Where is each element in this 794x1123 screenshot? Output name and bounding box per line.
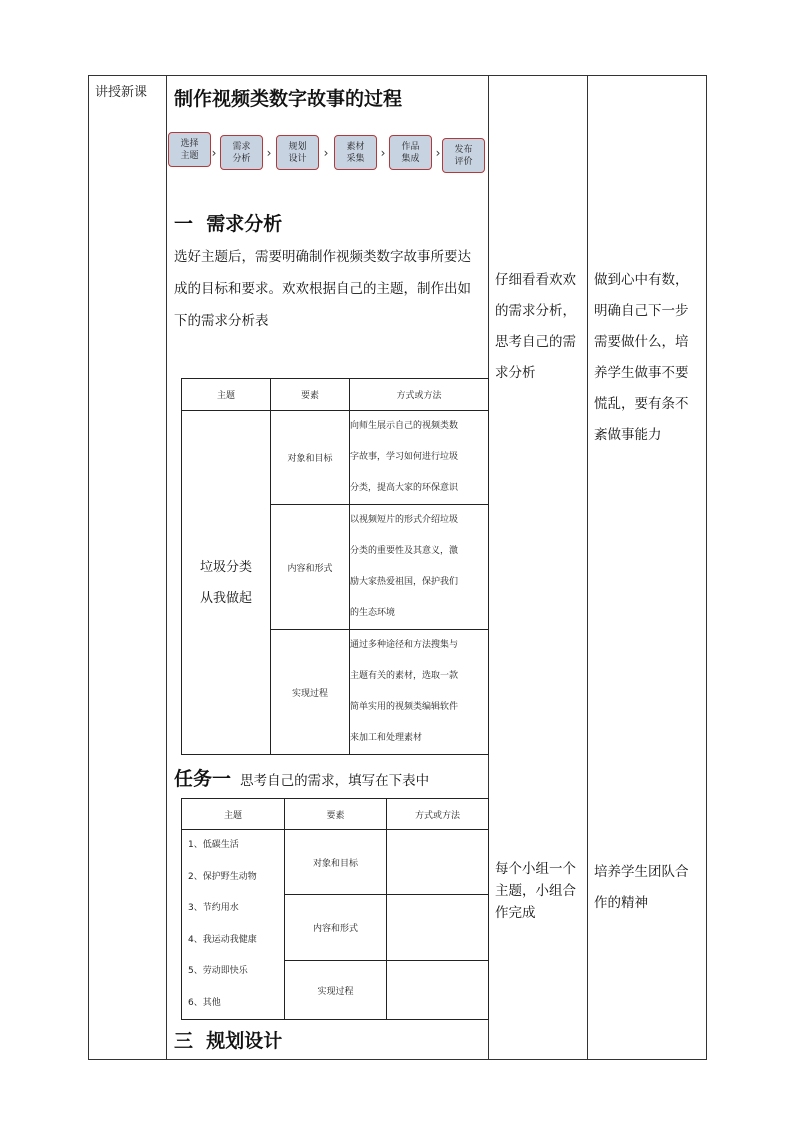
note-line: 慌乱，要有条不 [594,396,689,412]
page-title: 制作视频类数字故事的过程 [174,88,403,110]
flow-arrow-icon: › [266,146,272,160]
paragraph-line: 选好主题后，需要明确制作视频类数字故事所要达 [174,249,471,265]
flow-step-4: 素材 采集 [334,135,377,170]
method-line: 分类，提高大家的环保意识 [350,483,459,493]
section-heading-planning: 三 规划设计 [174,1030,283,1052]
table-header: 主题 [182,379,271,411]
section-heading-needs: 一 需求分析 [174,213,283,235]
note-line: 的需求分析， [495,303,576,319]
table-blank-cell[interactable] [387,895,489,961]
topic-option: 3、节约用水 [188,903,239,913]
topic-line: 从我做起 [199,590,252,606]
table-element-cell: 实现过程 [271,630,350,755]
table-blank-cell[interactable] [387,961,489,1020]
flow-arrow-icon: › [211,146,217,160]
method-line: 通过多种途径和方法搜集与 [350,640,459,650]
table-header: 要素 [285,799,387,830]
frame-col-divider-1 [166,75,167,1060]
paragraph-line: 下的需求分析表 [174,313,269,329]
needs-analysis-table [181,378,489,755]
table-element-cell: 对象和目标 [271,411,350,505]
method-line: 字故事，学习如何进行垃圾 [350,452,459,462]
flow-step-3: 规划 设计 [276,135,319,170]
student-needs-table [181,798,489,1020]
method-line: 简单实用的视频类编辑软件 [350,702,459,712]
task-line [174,764,429,791]
flow-arrow-icon: › [323,146,329,160]
table-header: 方式或方法 [350,379,489,411]
stage-label: 讲授新课 [95,85,148,100]
table-element-cell: 对象和目标 [285,830,387,895]
note-line: 主题，小组合 [495,883,576,899]
note-line: 仔细看看欢欢 [495,272,576,288]
table-method-cell [350,505,489,630]
note-line: 紊做事能力 [594,427,662,443]
flow-step-6: 发布 评价 [442,138,485,173]
flow-step-2: 需求 分析 [220,135,263,170]
section-paragraph [174,241,486,337]
table-header: 主题 [182,799,285,830]
table-header: 方式或方法 [387,799,489,830]
frame-col-divider-3 [587,75,588,1060]
flow-step-5: 作品 集成 [389,135,432,170]
task-text: 思考自己的需求，填写在下表中 [240,773,430,789]
topic-line: 垃圾分类 [199,559,252,575]
table-element-cell: 内容和形式 [285,895,387,961]
frame-bottom-border [88,1059,707,1060]
topic-option: 1、低碳生活 [188,840,239,850]
method-line: 分类的重要性及其意义，激 [350,546,459,556]
note-line: 求分析 [495,365,536,381]
method-line: 向师生展示自己的视频类数 [350,421,459,431]
note-line: 作的精神 [594,895,648,911]
frame-right-border [706,75,707,1060]
note-line: 每个小组一个 [495,861,576,877]
flow-arrow-icon: › [380,146,386,160]
table-method-cell [350,411,489,505]
flow-step-1: 选择 主题 [168,132,211,167]
student-activity-note-2 [495,858,587,924]
topic-option: 4、我运动我健康 [188,934,257,945]
method-line: 以视频短片的形式介绍垃圾 [350,515,459,525]
topic-option: 5、劳动即快乐 [188,966,248,976]
task-label: 任务一 [174,768,232,790]
note-line: 作完成 [495,905,536,921]
table-element-cell: 实现过程 [285,961,387,1020]
design-intent-note-2 [594,857,706,919]
note-line: 做到心中有数， [594,272,689,288]
flow-arrow-icon: › [435,146,441,160]
note-line: 养学生做事不要 [594,365,689,381]
frame-top-border [88,75,707,76]
note-line: 培养学生团队合 [594,864,689,880]
table-blank-cell[interactable] [387,830,489,895]
table-method-cell [350,630,489,755]
frame-left-border [88,75,89,1060]
topic-option: 6、其他 [188,997,221,1008]
student-activity-note-1 [495,265,587,389]
table-header: 要素 [271,379,350,411]
method-line: 主题有关的素材，选取一款 [350,671,459,681]
table-topics-cell [182,830,285,1020]
table-topic-cell [182,411,271,755]
topic-option: 2、保护野生动物 [188,871,257,882]
note-line: 明确自己下一步 [594,303,689,319]
method-line: 励大家热爱祖国，保护我们 [350,577,459,587]
note-line: 思考自己的需 [495,334,576,350]
note-line: 需要做什么，培 [594,334,689,350]
paragraph-line: 成的目标和要求。欢欢根据自己的主题，制作出如 [174,281,471,297]
method-line: 的生态环境 [350,608,396,618]
table-element-cell: 内容和形式 [271,505,350,630]
method-line: 来加工和处理素材 [350,733,423,743]
design-intent-note-1 [594,265,706,451]
